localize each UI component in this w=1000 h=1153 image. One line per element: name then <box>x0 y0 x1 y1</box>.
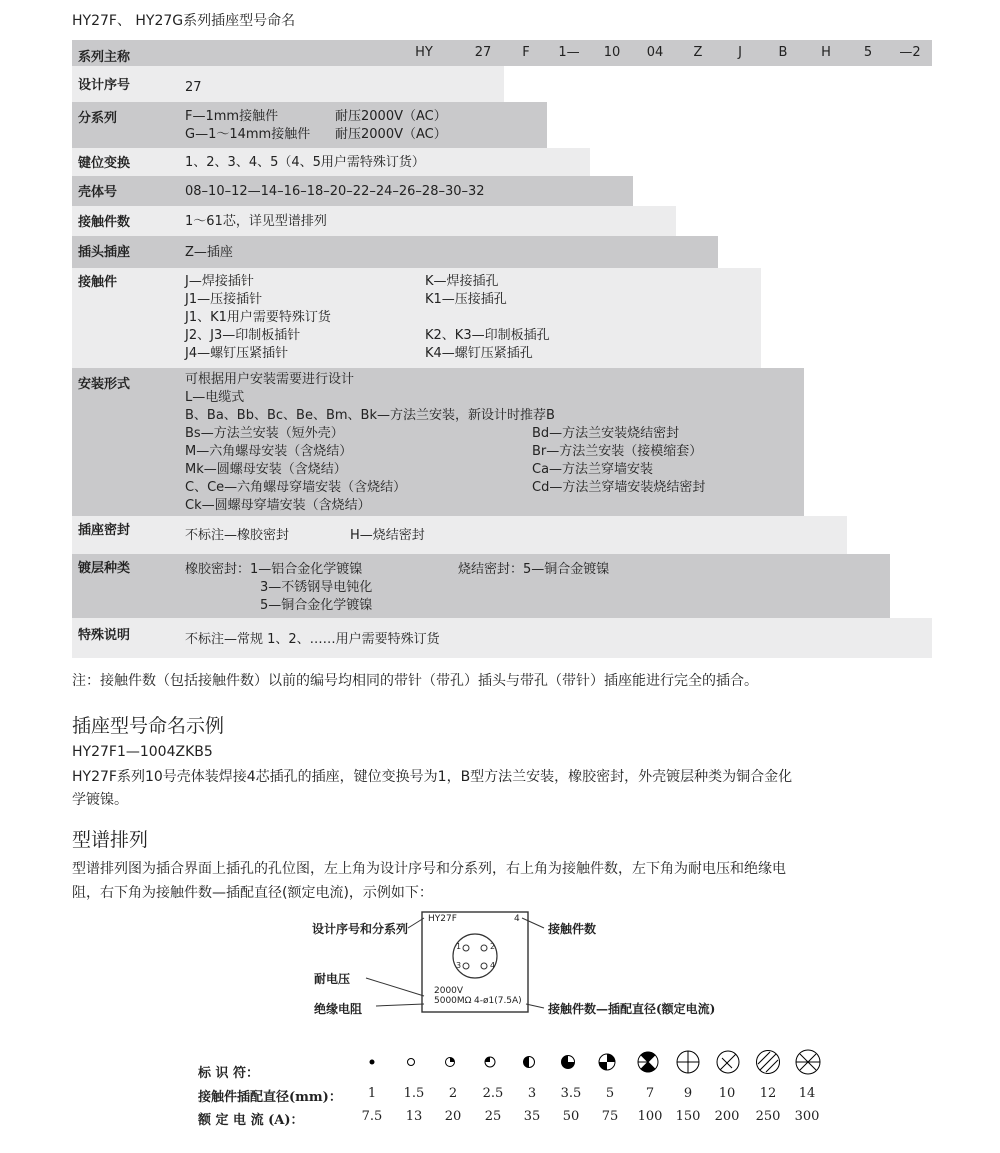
row-label-shell: 壳体号 <box>78 185 118 200</box>
plating-a1: 3—不锈钢导电钝化 <box>260 580 373 595</box>
symbol-row <box>360 1046 830 1078</box>
box-title: HY27F <box>428 914 457 924</box>
layout-diagram <box>300 908 740 1030</box>
plating-a2: 5—铜合金化学镀镍 <box>260 598 373 613</box>
symbol-3 <box>524 1057 535 1068</box>
symbol-14 <box>796 1050 820 1074</box>
example-code: HY27F1—1004ZKB5 <box>72 744 213 760</box>
label-design-sub: 设计序号和分系列 <box>312 922 409 936</box>
plug-value: Z—插座 <box>185 245 233 260</box>
symbol-row-label: 标 识 符： <box>198 1066 260 1081</box>
special-value: 不标注—常规 1、2、……用户需要特殊订货 <box>185 632 440 647</box>
code-f: F <box>522 45 530 60</box>
note: 注：接触件数（包括接触件数）以前的编号均相同的带针（带孔）插头与带孔（带针）插座能进行完全的插合。 <box>72 673 758 689</box>
sub-f: F—1mm接触件 <box>185 109 279 124</box>
label-voltage: 耐电压 <box>314 972 351 986</box>
mount-top: 可根据用户安装需要进行设计 L—电缆式 B、Ba、Bb、Bc、Be、Bm、Bk—方法兰安装，新设计时推荐B <box>185 372 555 423</box>
row-label-plating: 镀层种类 <box>78 561 131 576</box>
shell-value: 08–10–12—14–16–18–20–22–24–26–28–30–32 <box>185 184 485 199</box>
symbol-3-5 <box>562 1056 575 1069</box>
code-27: 27 <box>474 45 492 60</box>
row-label-plug: 插头插座 <box>78 245 131 260</box>
code-10: 10 <box>603 45 621 60</box>
row-label-sub: 分系列 <box>78 111 118 126</box>
symbol-2 <box>446 1058 455 1067</box>
symbol-1 <box>370 1060 375 1065</box>
row-label-design: 设计序号 <box>78 78 131 93</box>
row-label-contact: 接触件 <box>78 275 118 290</box>
symbol-7 <box>638 1052 658 1072</box>
sub-g-voltage: 耐压2000V（AC） <box>335 127 447 142</box>
box-spec: 4-ø1(7.5A) <box>474 996 522 1006</box>
code-1: 1— <box>558 45 580 60</box>
sub-g: G—1～14mm接触件 <box>185 127 311 142</box>
box-voltage: 2000V <box>434 986 464 996</box>
key-value: 1、2、3、4、5（4、5用户需特殊订货） <box>185 155 425 170</box>
code-h: H <box>821 45 831 60</box>
box-insulation: 5000MΩ <box>434 996 472 1006</box>
label-contact-count: 接触件数 <box>548 922 597 936</box>
code-j: J <box>738 45 742 60</box>
symbol-9 <box>677 1051 699 1073</box>
page-title: HY27F、 HY27G系列插座型号命名 <box>72 13 296 29</box>
row-label-seal: 插座密封 <box>78 523 131 538</box>
diagram-lines <box>300 908 740 1030</box>
code-04: 04 <box>646 45 664 60</box>
code-hy: HY <box>415 45 433 60</box>
row-label-special: 特殊说明 <box>78 628 131 643</box>
plating-b: 烧结密封：5—铜合金镀镍 <box>458 562 610 577</box>
symbol-2-5 <box>485 1057 495 1067</box>
example-desc-1: HY27F系列10号壳体装焊接4芯插孔的插座，键位变换号为1，B型方法兰安装，橡胶密封，外壳镀层种类为铜合金化 <box>72 769 793 785</box>
symbol-12 <box>757 1051 780 1074</box>
code-z: Z <box>693 45 703 60</box>
hole-2: 2 <box>490 942 496 951</box>
row-label-count: 接触件数 <box>78 215 131 230</box>
sub-f-voltage: 耐压2000V（AC） <box>335 109 447 124</box>
row-label-series: 系列主称 <box>78 50 131 65</box>
code-2: —2 <box>899 45 921 60</box>
hole-4: 4 <box>490 961 496 970</box>
row-label-key: 键位变换 <box>78 156 131 171</box>
label-count-diameter: 接触件数—插配直径(额定电流) <box>548 1002 716 1016</box>
code-5: 5 <box>863 45 873 60</box>
plating-a0: 橡胶密封：1—铝合金化学镀镍 <box>185 562 363 577</box>
contact-right: K—焊接插孔 K1—压接插孔 K2、K3—印制板插孔 K4—螺钉压紧插孔 <box>425 274 550 361</box>
example-desc-2: 学镀镍。 <box>72 792 128 808</box>
hole-3: 3 <box>456 961 462 970</box>
example-heading: 插座型号命名示例 <box>72 715 225 737</box>
mount-right: Bd—方法兰安装烧结密封 Br—方法兰安装（接模缩套） Ca—方法兰穿墙安装 Cd—方法兰穿墙安装烧结密封 <box>532 426 706 495</box>
code-b: B <box>778 45 788 60</box>
spectrum-p1: 型谱排列图为插合界面上插孔的孔位图，左上角为设计序号和分系列，右上角为接触件数，左下角为耐电压和绝缘电 <box>72 861 786 877</box>
label-insulation: 绝缘电阻 <box>314 1002 363 1016</box>
spectrum-heading: 型谱排列 <box>72 829 149 851</box>
seal-b: H—烧结密封 <box>350 528 425 543</box>
spectrum-p2: 阻，右下角为接触件数—插配直径(额定电流)，示例如下： <box>72 885 433 901</box>
contact-left: J—焊接插针 J1—压接插针 J1、K1用户需要特殊订货 J2、J3—印制板插针 J4—螺钉压紧插针 <box>185 274 331 361</box>
row-label-mount: 安装形式 <box>78 377 131 392</box>
box-count: 4 <box>514 914 520 924</box>
current-row-label: 额 定 电 流 (A)： <box>198 1113 304 1128</box>
seal-a: 不标注—橡胶密封 <box>185 528 290 543</box>
symbol-10 <box>717 1051 739 1073</box>
count-value: 1～61芯，详见型谱排列 <box>185 214 327 229</box>
hole-1: 1 <box>456 942 462 951</box>
design-value: 27 <box>185 80 202 95</box>
diameter-row-label: 接触件插配直径(mm)： <box>198 1090 342 1105</box>
mount-left: Bs—方法兰安装（短外壳） M—六角螺母安装（含烧结） Mk—圆螺母安装（含烧结） C、Ce—六角螺母穿墙安装（含烧结） Ck—圆螺母穿墙安装（含烧结） <box>185 426 407 513</box>
symbol-5 <box>599 1054 615 1070</box>
symbol-1-5 <box>408 1059 415 1066</box>
